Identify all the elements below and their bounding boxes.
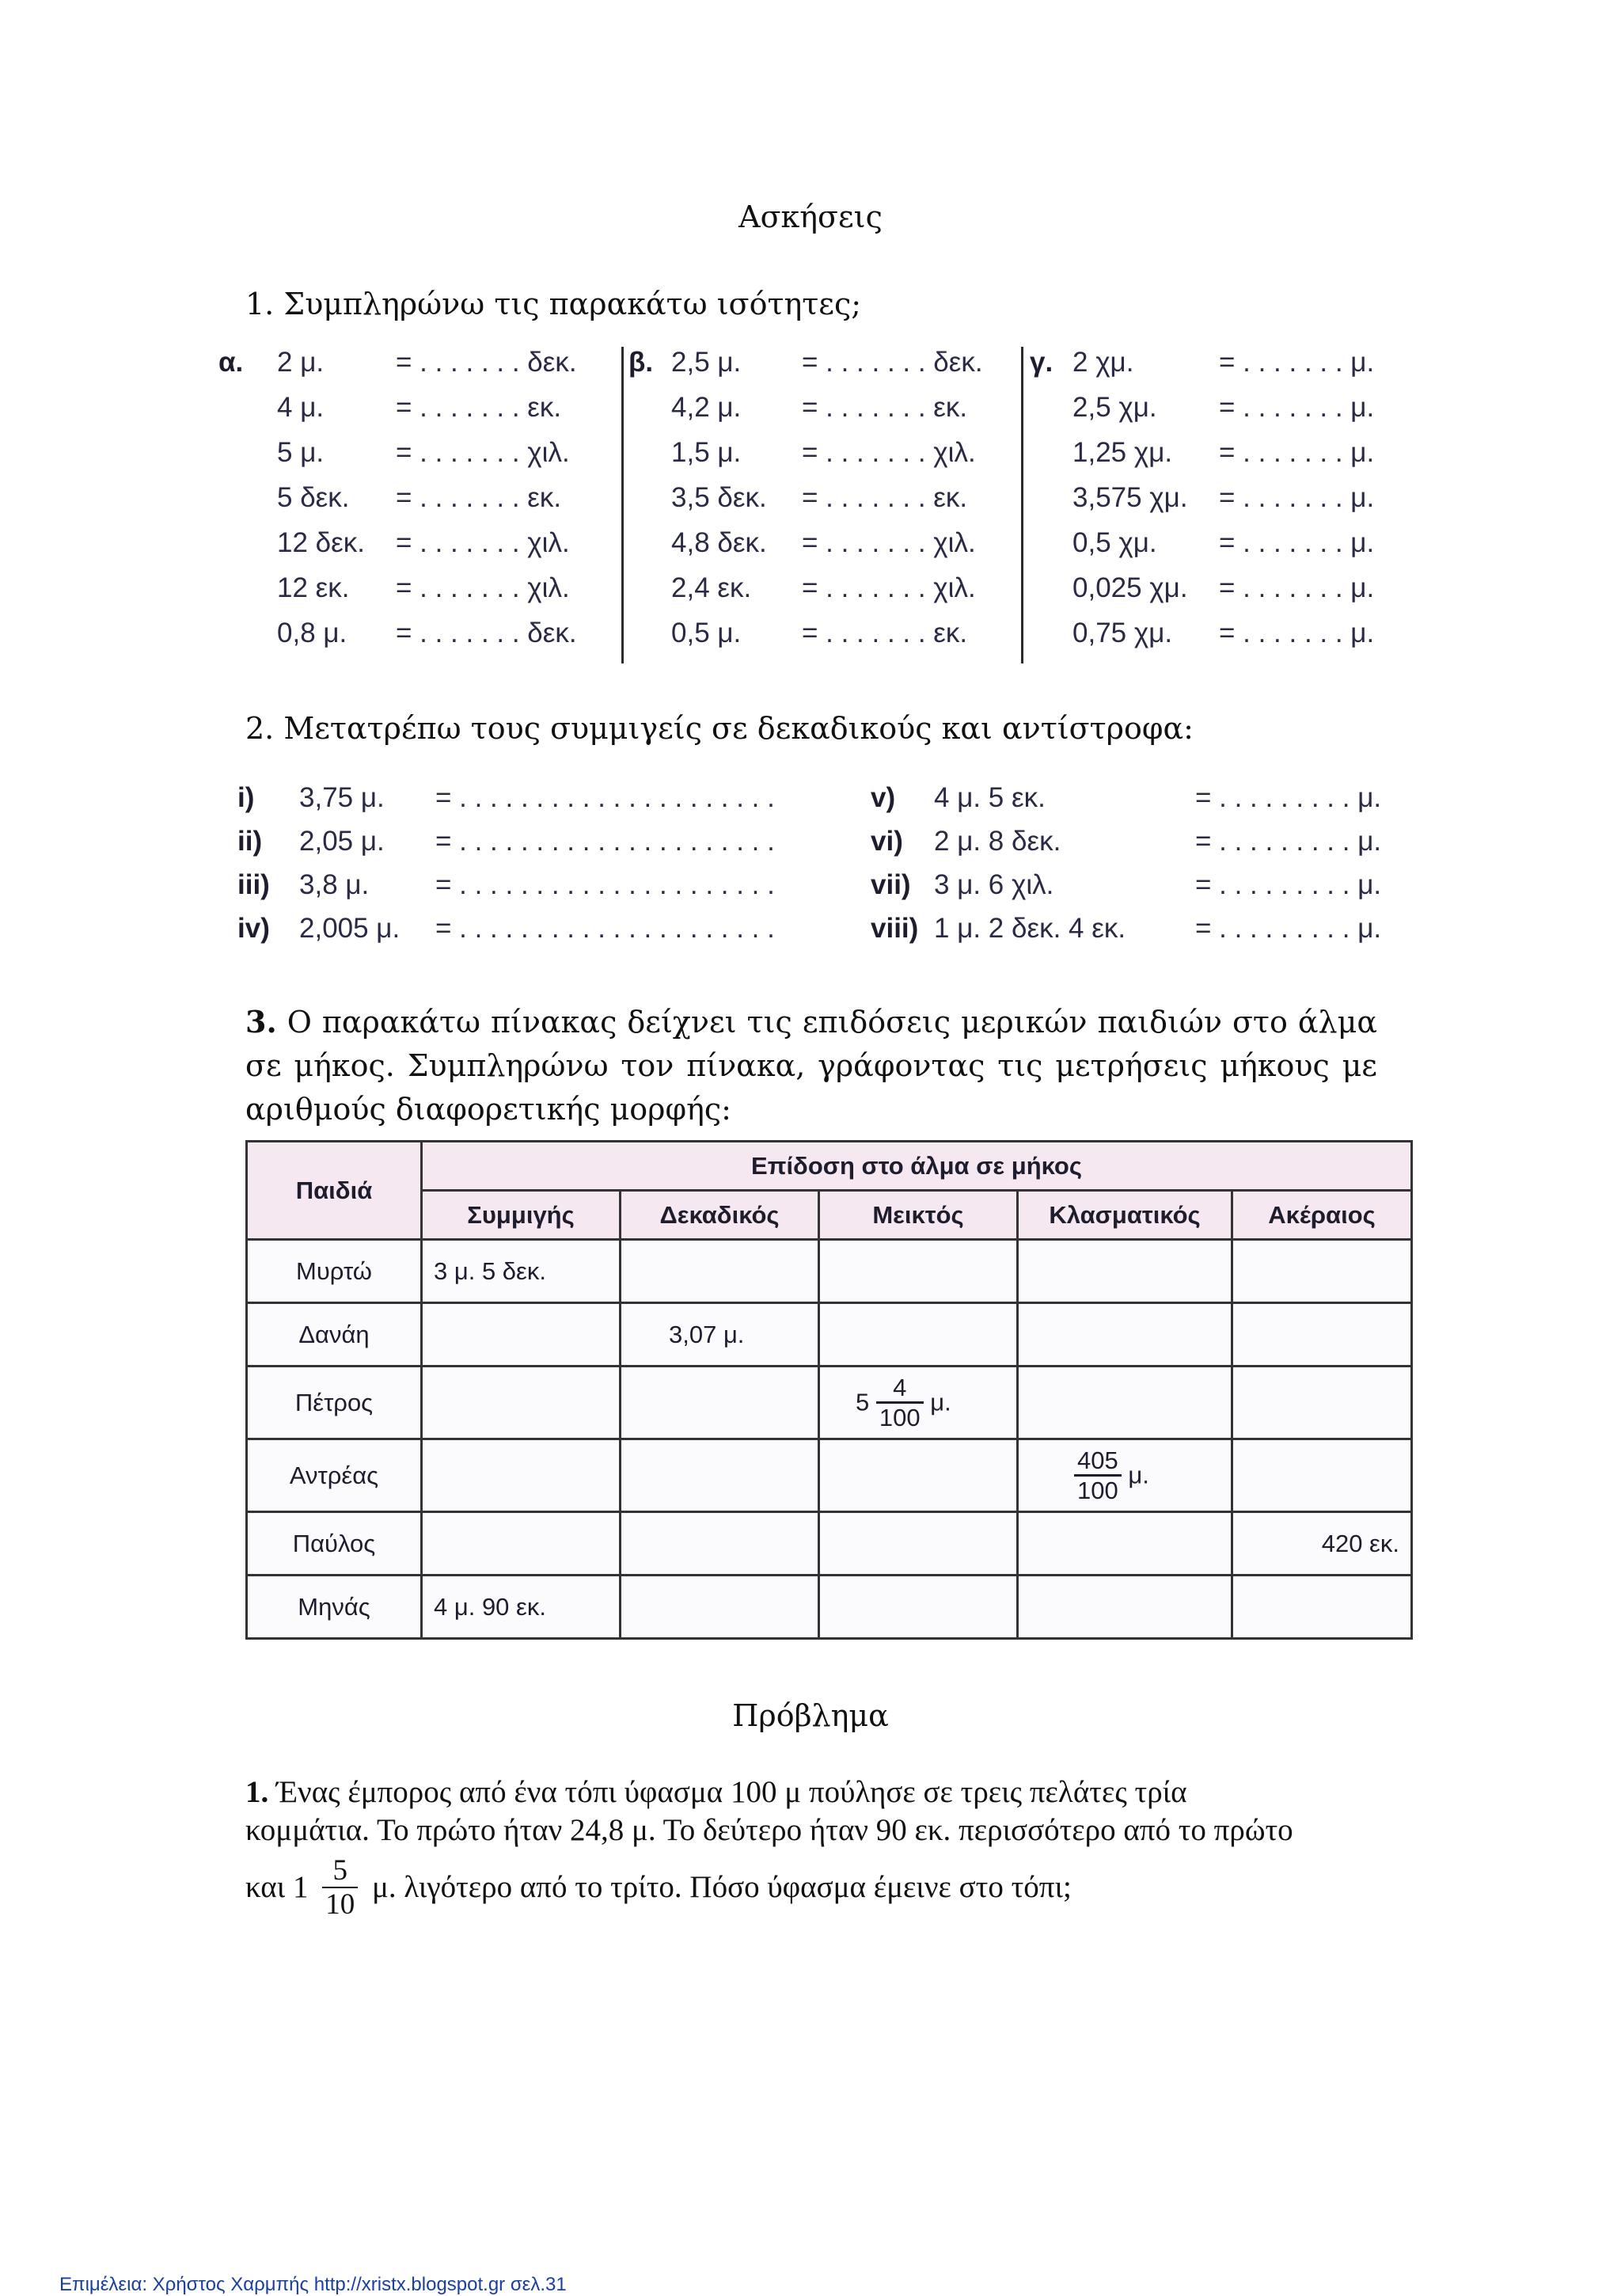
exercise3-line: αριθμούς διαφορετικής μορφής:: [245, 1092, 731, 1127]
table-cell: [819, 1512, 1018, 1576]
unit-label: μ.: [930, 1388, 951, 1416]
column-header: Κλασματικός: [1018, 1191, 1232, 1240]
column-header: Μεικτός: [819, 1191, 1018, 1240]
table-cell: [1232, 1303, 1412, 1367]
problem-fraction: [322, 1856, 358, 1919]
problem-title: Πρόβλημα: [732, 1698, 889, 1733]
table-cell: [422, 1512, 621, 1576]
column-divider: [621, 347, 624, 663]
mixed-number-fraction: [876, 1375, 924, 1430]
table-cell: [621, 1512, 819, 1576]
table-cell: [621, 1240, 819, 1303]
problem-line: 1. Ένας έμπορος από ένα τόπι ύφασμα 100 μ πούλησε σε τρεις πελάτες τρία: [245, 1775, 1187, 1809]
fraction: [1074, 1448, 1122, 1503]
column-header: Δεκαδικός: [621, 1191, 819, 1240]
child-name: Δανάη: [247, 1303, 422, 1367]
exercise2-heading: 2. Μετατρέπω τους συμμιγείς σε δεκαδικούς και αντίστροφα:: [245, 711, 1194, 746]
problem-line: κομμάτια. Το πρώτο ήταν 24,8 μ. Το δεύτερο ήταν 90 εκ. περισσότερο από το πρώτο: [245, 1813, 1293, 1847]
equation-row: 0,5 χμ. = . . . . . . . μ.: [1072, 527, 1375, 558]
table-cell: 3 μ. 5 δεκ.: [422, 1240, 621, 1303]
conversion-row: ii) 2,05 μ. = . . . . . . . . . . . . . . . . . . . . .: [237, 826, 775, 857]
table-cell: [422, 1439, 621, 1512]
conversion-row: vi) 2 μ. 8 δεκ. = . . . . . . . . . μ.: [871, 826, 1382, 857]
fraction-denominator: 10: [325, 1888, 355, 1921]
conversion-row: i) 3,75 μ. = . . . . . . . . . . . . . . . . . . . . .: [237, 782, 775, 813]
table-row: [247, 1576, 1412, 1639]
equation-row: 5 μ. = . . . . . . . χιλ.: [277, 437, 570, 468]
table-row: [247, 1367, 1412, 1439]
child-name: Παύλος: [247, 1512, 422, 1576]
fraction-denominator: 100: [1077, 1477, 1118, 1504]
equation-row: 4,2 μ. = . . . . . . . εκ.: [671, 392, 968, 423]
table-cell: [819, 1367, 1018, 1439]
column-letter: α.: [218, 347, 244, 378]
table-cell: [1018, 1512, 1232, 1576]
table-cell: [1232, 1439, 1412, 1512]
equation-row: 3,575 χμ. = . . . . . . . μ.: [1072, 482, 1375, 513]
equation-row: 0,75 χμ. = . . . . . . . μ.: [1072, 618, 1375, 648]
table-cell: [819, 1576, 1018, 1639]
column-letter: β.: [628, 347, 654, 378]
conversion-row: vii) 3 μ. 6 χιλ. = . . . . . . . . . μ.: [871, 869, 1382, 900]
footer-credit: Επιμέλεια: Χρήστος Χαρμπής http://xristx.blogspot.gr σελ.31: [59, 2274, 567, 2295]
conversion-row: iii) 3,8 μ. = . . . . . . . . . . . . . . . . . . . . .: [237, 869, 775, 900]
equation-row: 12 δεκ. = . . . . . . . χιλ.: [277, 527, 570, 558]
fraction-numerator: 405: [1074, 1448, 1122, 1477]
equation-row: 0,025 χμ. = . . . . . . . μ.: [1072, 572, 1375, 603]
equation-row: 4,8 δεκ. = . . . . . . . χιλ.: [671, 527, 976, 558]
table-cell: [819, 1303, 1018, 1367]
table-cell: [819, 1240, 1018, 1303]
exercise3-line: 3. Ο παρακάτω πίνακας δείχνει τις επιδόσεις μερικών παιδιών στο άλμα: [245, 1004, 1377, 1040]
table-cell: 4 μ. 90 εκ.: [422, 1576, 621, 1639]
equation-row: 0,8 μ. = . . . . . . . δεκ.: [277, 618, 577, 648]
problem-line: και 1 $\frac{5}{10}$ μ. λιγότερο από το τρίτο. Πόσο ύφασμα έμεινε στο τόπι;: [245, 1854, 1072, 1921]
problem-number: 1.: [245, 1775, 269, 1809]
table-row: [247, 1512, 1412, 1576]
child-name: Μηνάς: [247, 1576, 422, 1639]
mixed-number-whole: 5: [856, 1388, 870, 1416]
fraction-denominator: 100: [879, 1404, 921, 1431]
fraction-numerator: 5: [322, 1856, 358, 1888]
table-cell: [1018, 1576, 1232, 1639]
equation-row: 12 εκ. = . . . . . . . χιλ.: [277, 572, 570, 603]
conversion-row: v) 4 μ. 5 εκ. = . . . . . . . . . μ.: [871, 782, 1382, 813]
child-name: Αντρέας: [247, 1439, 422, 1512]
problem-text: [245, 1773, 1377, 1919]
table-cell: [422, 1367, 621, 1439]
equation-row: 5 δεκ. = . . . . . . . εκ.: [277, 482, 562, 513]
equation-row: 0,5 μ. = . . . . . . . εκ.: [671, 618, 968, 648]
table-group-header: Επίδοση στο άλμα σε μήκος: [422, 1142, 1412, 1191]
table-cell: [1232, 1240, 1412, 1303]
table-cell: [621, 1576, 819, 1639]
equation-row: 3,5 δεκ. = . . . . . . . εκ.: [671, 482, 968, 513]
equation-row: 2 μ. = . . . . . . . δεκ.: [277, 347, 577, 378]
exercise3-paragraph: [245, 1000, 1377, 1131]
table-cell: [819, 1439, 1018, 1512]
exercise1-heading: 1. Συμπληρώνω τις παρακάτω ισότητες;: [245, 287, 862, 321]
exercise3-number: 3.: [245, 1004, 277, 1040]
long-jump-table: [245, 1140, 1413, 1640]
equation-row: 1,5 μ. = . . . . . . . χιλ.: [671, 437, 976, 468]
conversion-row: iv) 2,005 μ. = . . . . . . . . . . . . . . . . . . . . .: [237, 913, 775, 944]
equation-row: 4 μ. = . . . . . . . εκ.: [277, 392, 562, 423]
table-row: [247, 1303, 1412, 1367]
column-divider: [1021, 347, 1023, 663]
page-title: Ασκήσεις: [738, 200, 883, 234]
table-cell: [1232, 1576, 1412, 1639]
table-cell: [621, 1439, 819, 1512]
equation-row: 2 χμ. = . . . . . . . μ.: [1072, 347, 1375, 378]
conversion-row: viii) 1 μ. 2 δεκ. 4 εκ. = . . . . . . . . . μ.: [871, 913, 1382, 944]
table-cell: [1018, 1240, 1232, 1303]
equation-row: 1,25 χμ. = . . . . . . . μ.: [1072, 437, 1375, 468]
table-corner-header: Παιδιά: [247, 1142, 422, 1240]
exercise3-line: σε μήκος. Συμπληρώνω τον πίνακα, γράφοντας τις μετρήσεις μήκους με: [245, 1048, 1377, 1083]
table-cell: 420 εκ.: [1232, 1512, 1412, 1576]
table-cell: [621, 1367, 819, 1439]
child-name: Πέτρος: [247, 1367, 422, 1439]
child-name: Μυρτώ: [247, 1240, 422, 1303]
column-header: Συμμιγής: [422, 1191, 621, 1240]
table-cell: 3,07 μ.: [621, 1303, 819, 1367]
table-row: [247, 1240, 1412, 1303]
table-cell: [1018, 1439, 1232, 1512]
equation-row: 2,5 μ. = . . . . . . . δεκ.: [671, 347, 983, 378]
equation-row: 2,5 χμ. = . . . . . . . μ.: [1072, 392, 1375, 423]
table-cell: [1232, 1367, 1412, 1439]
exercise1-grid: [218, 347, 1393, 663]
table-cell: [1018, 1367, 1232, 1439]
unit-label: μ.: [1128, 1461, 1149, 1489]
column-letter: γ.: [1030, 347, 1053, 378]
equation-row: 2,4 εκ. = . . . . . . . χιλ.: [671, 572, 976, 603]
table-row: [247, 1439, 1412, 1512]
fraction-numerator: 4: [876, 1375, 924, 1404]
table-cell: [422, 1303, 621, 1367]
table-cell: [1018, 1303, 1232, 1367]
column-header: Ακέραιος: [1232, 1191, 1412, 1240]
